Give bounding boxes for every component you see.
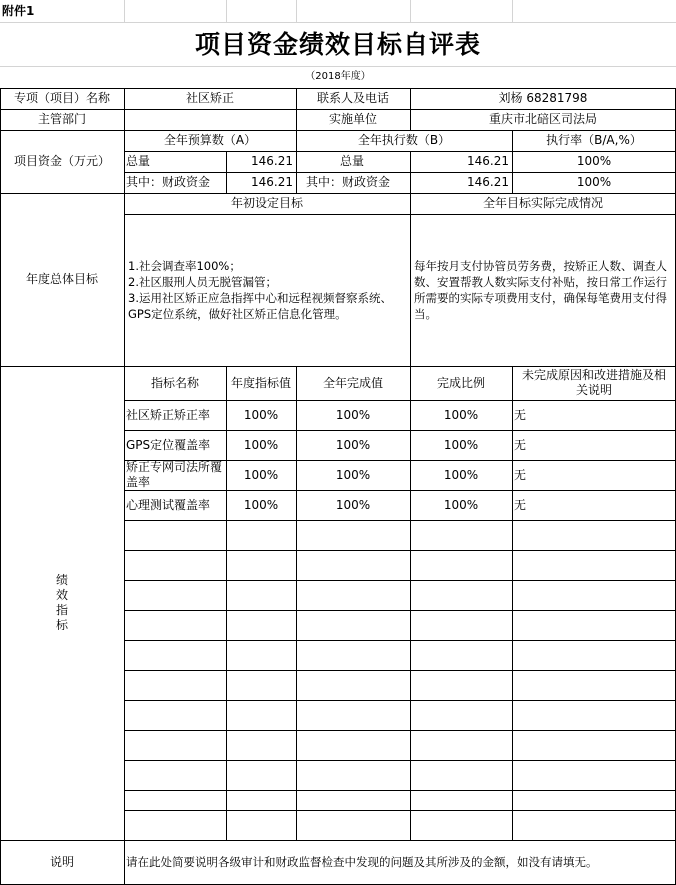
indicator-actual: 100% (335, 497, 371, 512)
indicator-actual: 100% (335, 407, 371, 422)
indicator-name: 矫正专网司法所覆盖率 (126, 460, 223, 489)
year-label: （2018年度） (305, 70, 371, 82)
header-target: 年度指标值 (230, 375, 291, 390)
contact-label: 联系人及电话 (316, 91, 389, 105)
indicator-reason: 无 (514, 467, 527, 482)
attachment-label: 附件1 (2, 3, 35, 18)
project-name-value: 社区矫正 (185, 91, 234, 105)
note-text: 请在此处简要说明各级审计和财政监督检查中发现的问题及其所涉及的金额，如没有请填无。 (126, 854, 598, 869)
implementer-value: 重庆市北碚区司法局 (488, 112, 597, 126)
indicator-ratio: 100% (443, 497, 479, 512)
rate-fiscal-value: 100% (576, 175, 612, 189)
indicator-target: 100% (243, 467, 279, 482)
header-indicator-name: 指标名称 (150, 375, 199, 390)
indicator-target: 100% (243, 497, 279, 512)
actual-goal-header: 全年目标实际完成情况 (482, 196, 603, 210)
exec-header: 全年执行数（B） (357, 133, 451, 147)
header-actual: 全年完成值 (322, 375, 383, 390)
actual-goal-text: 每年按月支付协管员劳务费，按矫正人数、调查人数、安置帮教人数实际支付补贴，按日常工作运行所需要的实际专项费用支付，确保每笔费用支付得当。 (414, 259, 667, 321)
rate-header: 执行率（B/A,%） (546, 133, 642, 147)
budget-fiscal-value: 146.21 (251, 175, 293, 189)
indicator-name: 社区矫正矫正率 (126, 407, 211, 422)
header-reason: 未完成原因和改进措施及相关说明 (522, 368, 667, 397)
indicator-actual: 100% (335, 467, 371, 482)
indicator-reason: 无 (514, 497, 527, 512)
indicator-target: 100% (243, 407, 279, 422)
indicator-ratio: 100% (443, 467, 479, 482)
initial-goal-header: 年初设定目标 (230, 196, 303, 210)
page-title: 项目资金绩效目标自评表 (194, 29, 481, 59)
exec-fiscal-value: 146.21 (467, 175, 509, 189)
contact-value: 刘杨 68281798 (498, 91, 588, 105)
indicator-ratio: 100% (443, 407, 479, 422)
funds-label: 项目资金（万元） (13, 154, 110, 168)
initial-goal-text: 1.社会调查率100%； 2.社区服刑人员无脱管漏管； 3.运用社区矫正应急指挥中心和远程视频督察系统、GPS定位系统，做好社区矫正信息化管理。 (128, 259, 392, 321)
exec-total-label: 总量 (340, 154, 365, 168)
indicator-actual: 100% (335, 437, 371, 452)
project-name-label: 专项（项目）名称 (13, 91, 110, 105)
implementer-label: 实施单位 (328, 112, 377, 126)
budget-total-value: 146.21 (251, 154, 293, 168)
indicator-target: 100% (243, 437, 279, 452)
indicator-ratio: 100% (443, 437, 479, 452)
department-value (124, 109, 296, 130)
budget-total-label: 总量 (126, 154, 151, 168)
exec-total-value: 146.21 (467, 154, 509, 168)
budget-fiscal-label: 其中：财政资金 (126, 175, 211, 189)
indicator-name: 心理测试覆盖率 (126, 497, 211, 512)
department-label: 主管部门 (37, 112, 86, 126)
indicator-name: GPS定位覆盖率 (126, 437, 211, 452)
indicator-reason: 无 (514, 437, 527, 452)
rate-total-value: 100% (576, 154, 612, 168)
exec-fiscal-label: 其中：财政资金 (306, 175, 391, 189)
budget-header: 全年预算数（A） (163, 133, 257, 147)
note-label: 说明 (49, 854, 74, 869)
indicators-label: 绩 效 指 标 (55, 573, 68, 632)
indicator-reason: 无 (514, 407, 527, 422)
goals-label: 年度总体目标 (25, 272, 98, 286)
header-ratio: 完成比例 (436, 375, 485, 390)
